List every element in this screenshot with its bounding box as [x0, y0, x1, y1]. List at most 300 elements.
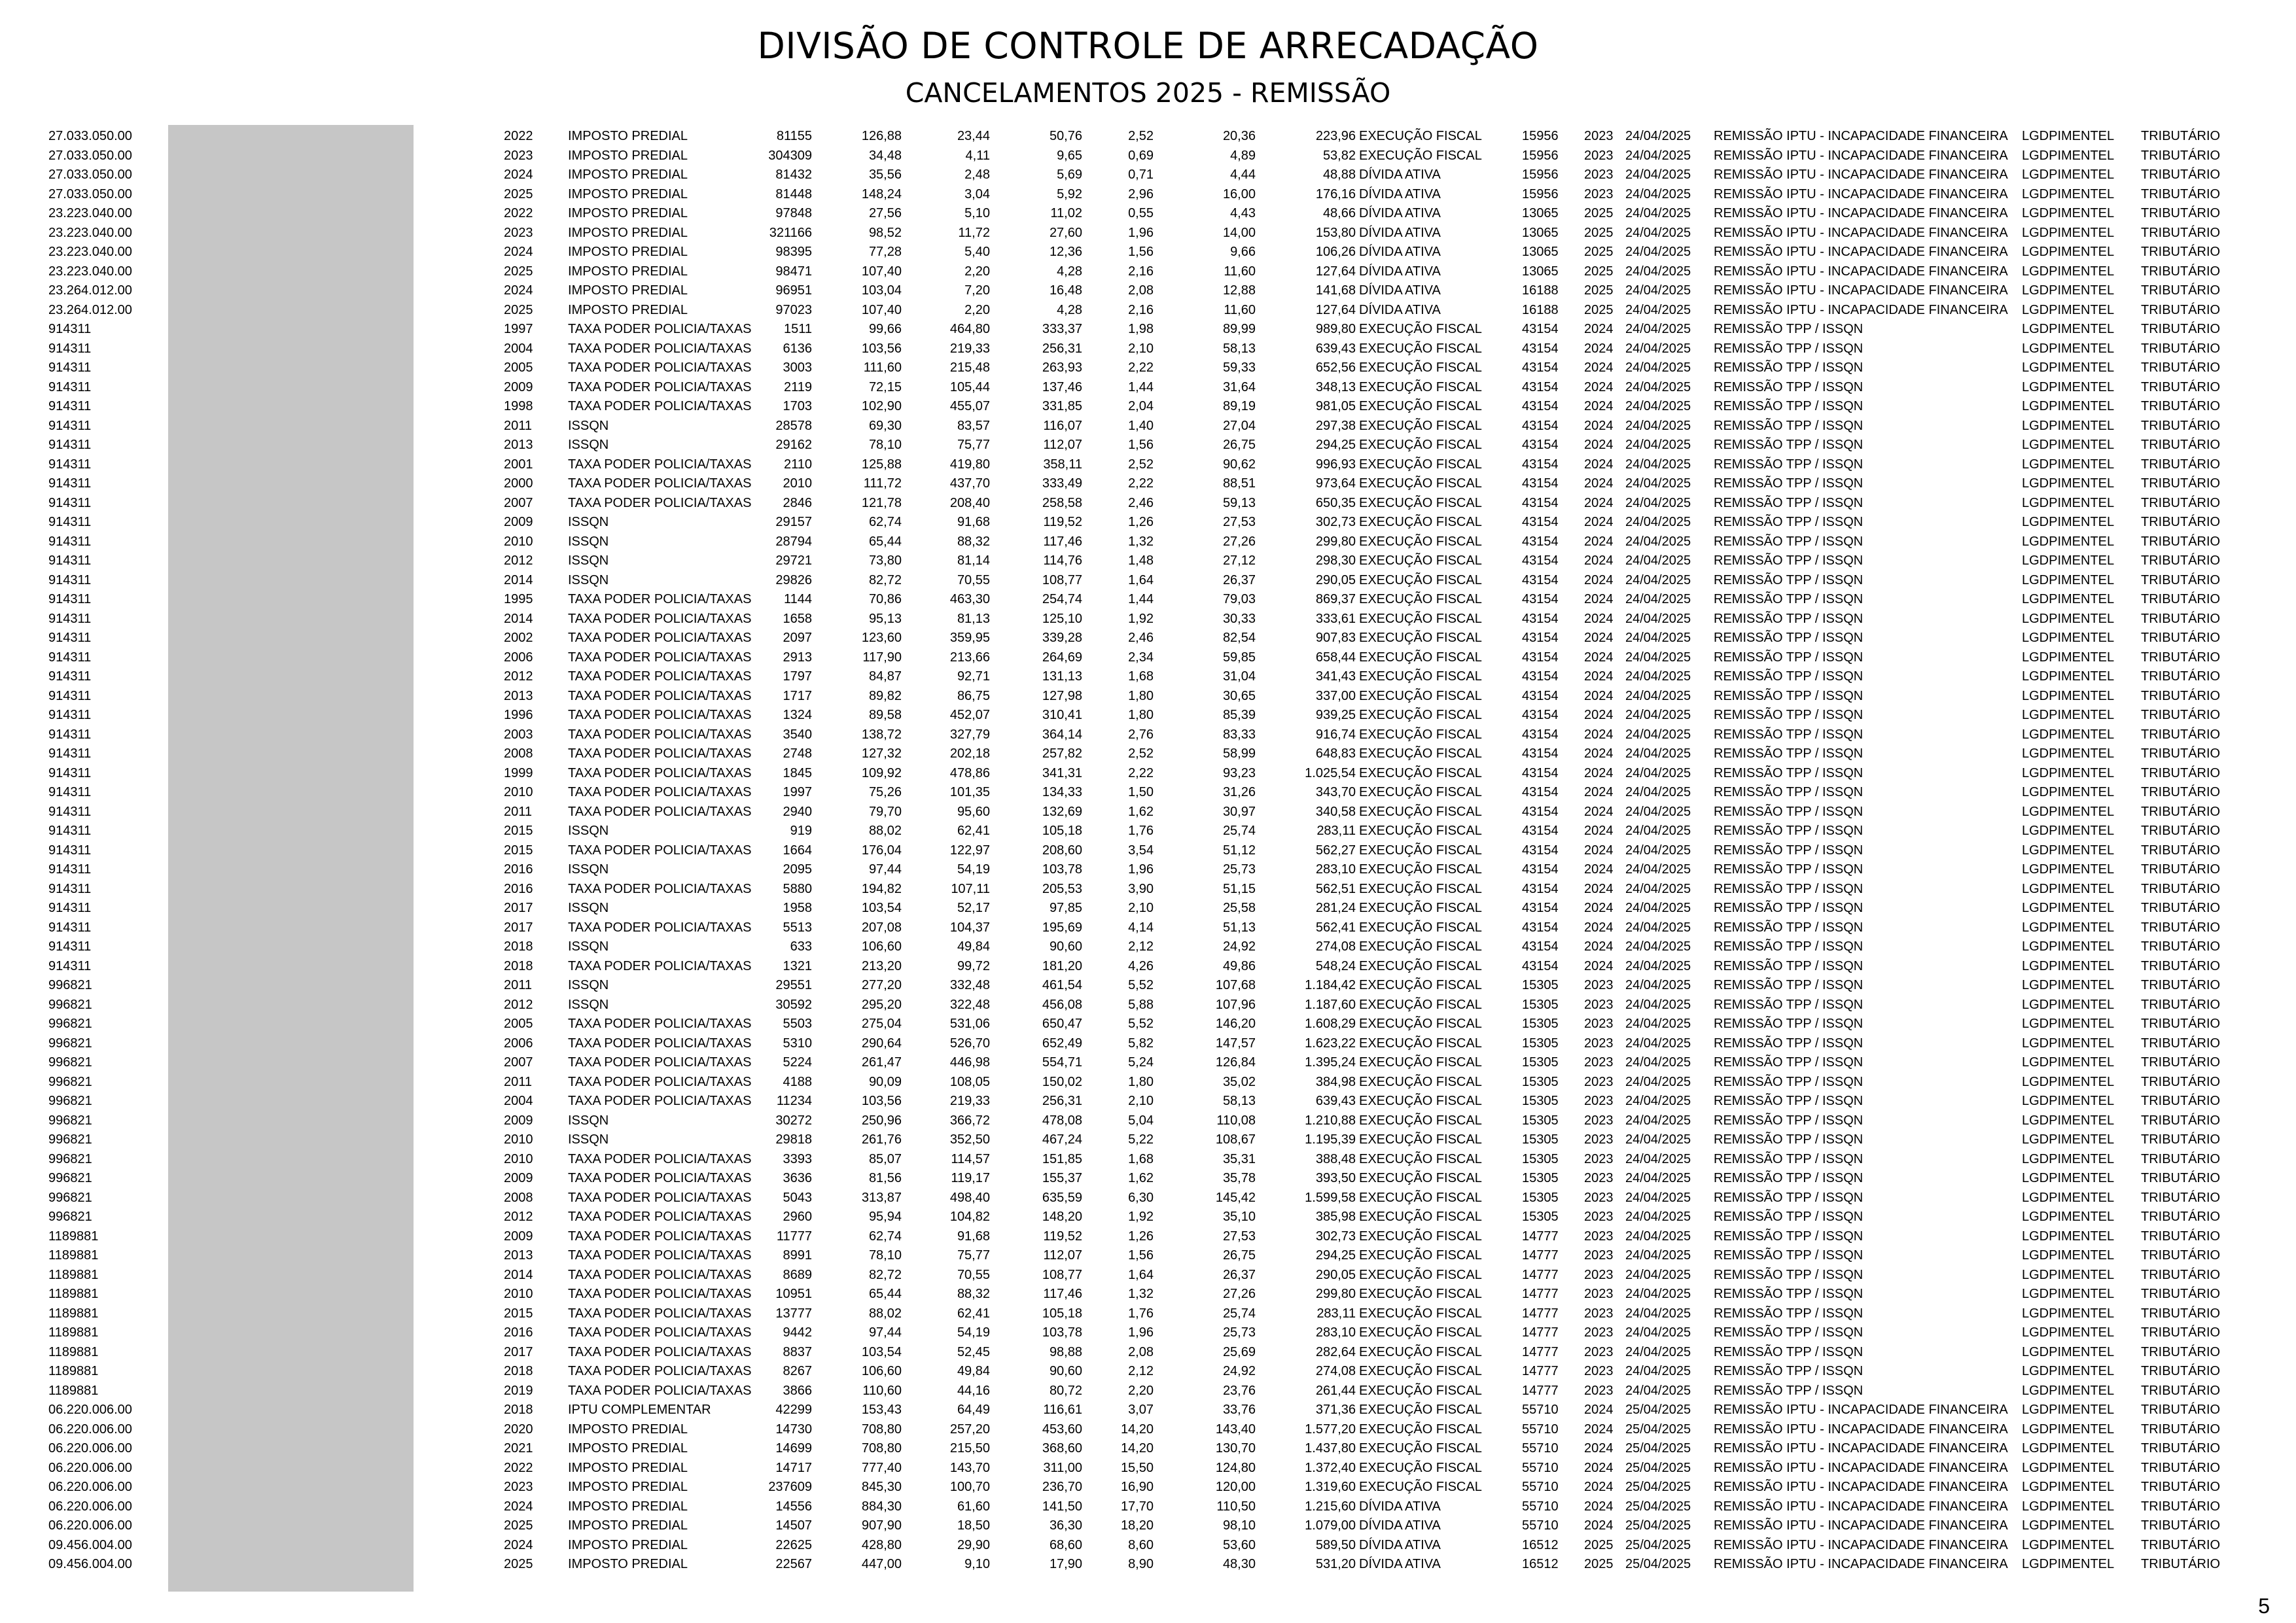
cell-process-year: 2024	[1584, 843, 1614, 858]
cell-debt-status: EXECUÇÃO FISCAL	[1359, 495, 1482, 510]
cell-process-number: 43154	[1522, 785, 1559, 799]
cell-fine-value: 7,20	[964, 283, 990, 298]
cell-principal-value: 72,15	[868, 379, 902, 394]
cell-interest-value: 333,49	[1042, 476, 1082, 491]
cell-tax-type: TAXA PODER POLICIA/TAXAS	[568, 1267, 752, 1282]
cell-process-year: 2023	[1584, 1248, 1614, 1263]
cell-department: TRIBUTÁRIO	[2141, 1325, 2221, 1340]
cell-registration-id: 996821	[48, 1132, 92, 1147]
cell-fee-value: 11,60	[1224, 302, 1256, 317]
table-row	[0, 648, 2296, 668]
cell-remission-reason: REMISSÃO TPP / ISSQN	[1714, 1151, 1863, 1166]
cell-total-value: 283,11	[1316, 1306, 1356, 1321]
cell-principal-value: 275,04	[861, 1017, 902, 1031]
table-row	[0, 1034, 2296, 1054]
cell-correction-value: 1,62	[1128, 804, 1154, 819]
cell-process-number: 43154	[1522, 765, 1559, 780]
cell-interest-value: 4,28	[1057, 302, 1082, 317]
table-row	[0, 899, 2296, 918]
cell-exercise-year: 2010	[504, 1132, 533, 1147]
cell-interest-value: 105,18	[1042, 824, 1082, 838]
cell-principal-value: 708,80	[861, 1441, 902, 1456]
cell-process-number: 43154	[1522, 399, 1559, 413]
cell-process-year: 2024	[1584, 438, 1614, 452]
cell-correction-value: 8,60	[1128, 1537, 1154, 1552]
cell-tax-type: TAXA PODER POLICIA/TAXAS	[568, 631, 752, 645]
cell-tax-type: TAXA PODER POLICIA/TAXAS	[568, 1171, 752, 1185]
cell-interest-value: 27,60	[1049, 225, 1082, 240]
cell-correction-value: 1,64	[1128, 572, 1154, 587]
cell-exercise-year: 2004	[504, 1094, 533, 1108]
cell-interest-value: 339,28	[1042, 631, 1082, 645]
cell-remission-reason: REMISSÃO TPP / ISSQN	[1714, 379, 1863, 394]
cell-registration-id: 23.223.040.00	[48, 245, 132, 259]
table-row	[0, 1401, 2296, 1420]
table-row	[0, 571, 2296, 591]
cell-registration-id: 914311	[48, 322, 92, 336]
cell-fee-value: 9,66	[1230, 245, 1256, 259]
cell-debt-status: DÍVIDA ATIVA	[1359, 302, 1441, 317]
cell-cancellation-date: 24/04/2025	[1625, 438, 1691, 452]
cell-total-value: 348,13	[1315, 379, 1356, 394]
cell-operator-user: LGDPIMENTEL	[2022, 804, 2115, 819]
cell-process-year: 2024	[1584, 804, 1614, 819]
cell-cancellation-date: 24/04/2025	[1625, 1171, 1691, 1185]
cell-principal-value: 88,02	[868, 824, 902, 838]
cell-tax-type: TAXA PODER POLICIA/TAXAS	[568, 1229, 752, 1244]
cell-exercise-year: 1995	[504, 592, 533, 606]
cell-remission-reason: REMISSÃO TPP / ISSQN	[1714, 1248, 1863, 1263]
cell-tax-type: TAXA PODER POLICIA/TAXAS	[568, 958, 752, 973]
cell-debt-status: EXECUÇÃO FISCAL	[1359, 1480, 1482, 1494]
cell-process-year: 2024	[1584, 418, 1614, 433]
cell-debt-status: EXECUÇÃO FISCAL	[1359, 611, 1482, 626]
cell-operator-user: LGDPIMENTEL	[2022, 1055, 2115, 1070]
cell-correction-value: 2,04	[1128, 399, 1154, 413]
cell-exercise-year: 2017	[504, 920, 533, 935]
cell-debt-status: EXECUÇÃO FISCAL	[1359, 746, 1482, 761]
cell-process-number: 55710	[1522, 1460, 1559, 1475]
cell-correction-value: 1,64	[1128, 1267, 1154, 1282]
cell-total-value: 1.184,42	[1305, 978, 1356, 992]
cell-debt-status: EXECUÇÃO FISCAL	[1359, 785, 1482, 799]
cell-registration-id: 914311	[48, 958, 92, 973]
cell-registration-id: 27.033.050.00	[48, 129, 132, 143]
cell-department: TRIBUTÁRIO	[2141, 515, 2221, 529]
cell-operator-user: LGDPIMENTEL	[2022, 476, 2115, 491]
cell-process-year: 2023	[1584, 1344, 1614, 1359]
cell-principal-value: 78,10	[868, 1248, 902, 1263]
cell-interest-value: 263,93	[1042, 360, 1082, 375]
cell-process-year: 2023	[1584, 1287, 1614, 1301]
cell-debt-status: DÍVIDA ATIVA	[1359, 1518, 1441, 1533]
cell-exercise-year: 2016	[504, 1325, 533, 1340]
cell-total-value: 531,20	[1315, 1557, 1356, 1571]
cell-total-value: 996,93	[1315, 457, 1356, 472]
cell-exercise-year: 2003	[504, 727, 533, 742]
cell-correction-value: 2,52	[1128, 457, 1154, 472]
cell-fee-value: 82,54	[1222, 631, 1256, 645]
cell-department: TRIBUTÁRIO	[2141, 862, 2221, 877]
cell-document-number: 29157	[775, 515, 812, 529]
cell-correction-value: 0,71	[1128, 167, 1154, 182]
cell-interest-value: 117,46	[1043, 534, 1082, 549]
table-row	[0, 320, 2296, 340]
cell-interest-value: 90,60	[1049, 939, 1082, 954]
cell-correction-value: 5,04	[1128, 1113, 1154, 1128]
cell-registration-id: 1189881	[48, 1344, 99, 1359]
cell-debt-status: DÍVIDA ATIVA	[1359, 283, 1441, 298]
cell-debt-status: EXECUÇÃO FISCAL	[1359, 1210, 1482, 1224]
cell-department: TRIBUTÁRIO	[2141, 283, 2221, 298]
cell-document-number: 8837	[783, 1344, 812, 1359]
cell-fine-value: 531,06	[949, 1017, 990, 1031]
cell-remission-reason: REMISSÃO TPP / ISSQN	[1714, 1383, 1863, 1398]
cell-document-number: 14717	[775, 1460, 812, 1475]
cell-registration-id: 914311	[48, 939, 92, 954]
cell-registration-id: 06.220.006.00	[48, 1499, 132, 1514]
cell-registration-id: 914311	[48, 727, 92, 742]
cell-exercise-year: 2018	[504, 958, 533, 973]
cell-cancellation-date: 24/04/2025	[1625, 1074, 1691, 1089]
cell-fine-value: 322,48	[949, 997, 990, 1012]
cell-operator-user: LGDPIMENTEL	[2022, 418, 2115, 433]
cell-correction-value: 1,44	[1128, 592, 1154, 606]
cell-process-year: 2025	[1584, 1537, 1614, 1552]
cell-cancellation-date: 24/04/2025	[1625, 785, 1691, 799]
cell-process-number: 43154	[1522, 708, 1559, 722]
cell-exercise-year: 2015	[504, 824, 533, 838]
cell-principal-value: 103,54	[861, 1344, 902, 1359]
cell-document-number: 30272	[775, 1113, 812, 1128]
cell-process-number: 55710	[1522, 1441, 1559, 1456]
cell-correction-value: 1,76	[1128, 1306, 1154, 1321]
cell-fee-value: 110,50	[1216, 1499, 1256, 1514]
cell-process-year: 2024	[1584, 746, 1614, 761]
cell-debt-status: EXECUÇÃO FISCAL	[1359, 920, 1482, 935]
cell-remission-reason: REMISSÃO TPP / ISSQN	[1714, 843, 1863, 858]
cell-fee-value: 59,33	[1222, 360, 1256, 375]
cell-registration-id: 1189881	[48, 1267, 99, 1282]
cell-department: TRIBUTÁRIO	[2141, 1287, 2221, 1301]
cell-registration-id: 27.033.050.00	[48, 148, 132, 163]
cell-process-year: 2025	[1584, 206, 1614, 220]
cell-debt-status: EXECUÇÃO FISCAL	[1359, 399, 1482, 413]
cell-cancellation-date: 24/04/2025	[1625, 341, 1691, 356]
cell-document-number: 14730	[775, 1422, 812, 1437]
cell-debt-status: EXECUÇÃO FISCAL	[1359, 978, 1482, 992]
cell-remission-reason: REMISSÃO IPTU - INCAPACIDADE FINANCEIRA	[1714, 283, 2008, 298]
cell-total-value: 294,25	[1315, 1248, 1356, 1263]
cell-department: TRIBUTÁRIO	[2141, 534, 2221, 549]
cell-process-year: 2023	[1584, 1151, 1614, 1166]
cell-correction-value: 2,16	[1128, 264, 1154, 279]
table-row	[0, 1208, 2296, 1227]
cell-tax-type: IMPOSTO PREDIAL	[568, 129, 688, 143]
cell-process-year: 2023	[1584, 129, 1614, 143]
cell-debt-status: EXECUÇÃO FISCAL	[1359, 572, 1482, 587]
cell-total-value: 658,44	[1315, 650, 1356, 665]
cell-fine-value: 215,48	[949, 360, 990, 375]
cell-interest-value: 358,11	[1043, 457, 1082, 472]
cell-fee-value: 53,60	[1222, 1537, 1256, 1552]
cell-principal-value: 121,78	[861, 495, 902, 510]
cell-document-number: 1958	[783, 901, 812, 915]
cell-process-year: 2024	[1584, 1422, 1614, 1437]
cell-operator-user: LGDPIMENTEL	[2022, 727, 2115, 742]
cell-debt-status: EXECUÇÃO FISCAL	[1359, 669, 1482, 684]
cell-operator-user: LGDPIMENTEL	[2022, 746, 2115, 761]
cell-department: TRIBUTÁRIO	[2141, 592, 2221, 606]
cell-debt-status: EXECUÇÃO FISCAL	[1359, 129, 1482, 143]
cell-process-number: 15305	[1522, 1017, 1559, 1031]
cell-process-number: 55710	[1522, 1480, 1559, 1494]
cell-process-year: 2023	[1584, 1210, 1614, 1224]
cell-principal-value: 428,80	[861, 1537, 902, 1552]
cell-correction-value: 1,32	[1128, 1287, 1154, 1301]
cell-principal-value: 107,40	[861, 264, 902, 279]
cell-remission-reason: REMISSÃO TPP / ISSQN	[1714, 1074, 1863, 1089]
cell-remission-reason: REMISSÃO TPP / ISSQN	[1714, 438, 1863, 452]
cell-debt-status: EXECUÇÃO FISCAL	[1359, 765, 1482, 780]
cell-cancellation-date: 24/04/2025	[1625, 592, 1691, 606]
cell-operator-user: LGDPIMENTEL	[2022, 1267, 2115, 1282]
cell-document-number: 29721	[775, 553, 812, 568]
cell-registration-id: 996821	[48, 1113, 92, 1128]
cell-process-number: 16188	[1522, 302, 1559, 317]
cell-registration-id: 914311	[48, 379, 92, 394]
cell-cancellation-date: 24/04/2025	[1625, 862, 1691, 877]
cell-fine-value: 75,77	[957, 438, 990, 452]
cell-exercise-year: 2008	[504, 746, 533, 761]
cell-process-year: 2023	[1584, 1074, 1614, 1089]
cell-debt-status: EXECUÇÃO FISCAL	[1359, 457, 1482, 472]
cell-total-value: 939,25	[1315, 708, 1356, 722]
cell-document-number: 237609	[768, 1480, 812, 1494]
cell-principal-value: 97,44	[868, 1325, 902, 1340]
cell-fee-value: 4,44	[1230, 167, 1256, 182]
table-row	[0, 397, 2296, 417]
cell-interest-value: 80,72	[1049, 1383, 1082, 1398]
cell-cancellation-date: 24/04/2025	[1625, 997, 1691, 1012]
cell-remission-reason: REMISSÃO IPTU - INCAPACIDADE FINANCEIRA	[1714, 186, 2008, 201]
cell-operator-user: LGDPIMENTEL	[2022, 379, 2115, 394]
cell-registration-id: 914311	[48, 360, 92, 375]
cell-remission-reason: REMISSÃO TPP / ISSQN	[1714, 1267, 1863, 1282]
cell-remission-reason: REMISSÃO TPP / ISSQN	[1714, 901, 1863, 915]
cell-tax-type: IMPOSTO PREDIAL	[568, 264, 688, 279]
table-row	[0, 436, 2296, 455]
cell-tax-type: TAXA PODER POLICIA/TAXAS	[568, 804, 752, 819]
cell-fee-value: 108,67	[1215, 1132, 1256, 1147]
cell-total-value: 297,38	[1315, 418, 1356, 433]
cell-remission-reason: REMISSÃO IPTU - INCAPACIDADE FINANCEIRA	[1714, 1537, 2008, 1552]
cell-process-number: 43154	[1522, 322, 1559, 336]
cell-department: TRIBUTÁRIO	[2141, 1499, 2221, 1514]
cell-exercise-year: 2007	[504, 495, 533, 510]
cell-document-number: 321166	[769, 225, 812, 240]
page-number: 5	[2258, 1594, 2270, 1618]
cell-correction-value: 0,55	[1128, 206, 1154, 220]
cell-remission-reason: REMISSÃO TPP / ISSQN	[1714, 553, 1863, 568]
cell-tax-type: TAXA PODER POLICIA/TAXAS	[568, 727, 752, 742]
cell-exercise-year: 2025	[504, 302, 533, 317]
cell-registration-id: 06.220.006.00	[48, 1480, 132, 1494]
cell-registration-id: 914311	[48, 611, 92, 626]
table-row	[0, 1478, 2296, 1497]
cell-process-year: 2023	[1584, 1055, 1614, 1070]
cell-department: TRIBUTÁRIO	[2141, 1151, 2221, 1166]
cell-fee-value: 126,84	[1215, 1055, 1256, 1070]
cell-document-number: 2846	[783, 495, 812, 510]
cell-registration-id: 06.220.006.00	[48, 1441, 132, 1456]
cell-total-value: 153,80	[1315, 225, 1356, 240]
cell-total-value: 981,05	[1315, 399, 1356, 413]
cell-document-number: 1664	[783, 843, 812, 858]
cell-operator-user: LGDPIMENTEL	[2022, 669, 2115, 684]
cell-document-number: 5310	[783, 1036, 812, 1051]
cell-remission-reason: REMISSÃO TPP / ISSQN	[1714, 341, 1863, 356]
cell-interest-value: 68,60	[1049, 1537, 1082, 1552]
cell-total-value: 869,37	[1315, 592, 1356, 606]
cell-correction-value: 2,96	[1128, 186, 1154, 201]
table-row	[0, 1497, 2296, 1517]
cell-fee-value: 51,13	[1222, 920, 1256, 935]
cell-cancellation-date: 24/04/2025	[1625, 765, 1691, 780]
cell-fee-value: 89,19	[1222, 399, 1256, 413]
cell-total-value: 282,64	[1315, 1344, 1356, 1359]
cell-total-value: 562,41	[1315, 920, 1356, 935]
cell-total-value: 1.599,58	[1305, 1190, 1356, 1205]
cell-exercise-year: 2025	[504, 1518, 533, 1533]
cell-exercise-year: 1997	[504, 322, 533, 336]
table-row	[0, 262, 2296, 282]
cell-cancellation-date: 24/04/2025	[1625, 129, 1691, 143]
cell-remission-reason: REMISSÃO TPP / ISSQN	[1714, 592, 1863, 606]
cell-total-value: 393,50	[1315, 1171, 1356, 1185]
cell-department: TRIBUTÁRIO	[2141, 978, 2221, 992]
table-row	[0, 1246, 2296, 1266]
cell-operator-user: LGDPIMENTEL	[2022, 148, 2115, 163]
cell-operator-user: LGDPIMENTEL	[2022, 1017, 2115, 1031]
cell-document-number: 1997	[783, 785, 812, 799]
cell-interest-value: 137,46	[1042, 379, 1082, 394]
cell-process-year: 2023	[1584, 978, 1614, 992]
cell-exercise-year: 2009	[504, 1171, 533, 1185]
cell-operator-user: LGDPIMENTEL	[2022, 1518, 2115, 1533]
cell-fine-value: 2,48	[964, 167, 990, 182]
cell-exercise-year: 2011	[504, 418, 533, 433]
cell-debt-status: EXECUÇÃO FISCAL	[1359, 1132, 1482, 1147]
cell-total-value: 589,50	[1315, 1537, 1356, 1552]
cell-interest-value: 310,41	[1042, 708, 1082, 722]
cell-process-year: 2024	[1584, 708, 1614, 722]
cell-exercise-year: 1999	[504, 765, 533, 780]
cell-document-number: 5503	[783, 1017, 812, 1031]
cell-registration-id: 1189881	[48, 1306, 99, 1321]
table-row	[0, 513, 2296, 532]
cell-registration-id: 996821	[48, 978, 92, 992]
cell-fine-value: 498,40	[949, 1190, 990, 1205]
cell-debt-status: EXECUÇÃO FISCAL	[1359, 708, 1482, 722]
cell-cancellation-date: 24/04/2025	[1625, 1383, 1691, 1398]
cell-fine-value: 83,57	[957, 418, 990, 433]
cell-department: TRIBUTÁRIO	[2141, 129, 2221, 143]
cell-total-value: 639,43	[1315, 1094, 1356, 1108]
cell-tax-type: IPTU COMPLEMENTAR	[568, 1403, 711, 1417]
cell-fee-value: 23,76	[1222, 1383, 1256, 1398]
cell-operator-user: LGDPIMENTEL	[2022, 1074, 2115, 1089]
cell-interest-value: 148,20	[1042, 1210, 1082, 1224]
cell-tax-type: IMPOSTO PREDIAL	[568, 225, 688, 240]
cell-fine-value: 11,72	[958, 225, 990, 240]
cell-document-number: 4188	[783, 1074, 812, 1089]
cell-interest-value: 4,28	[1057, 264, 1082, 279]
cell-interest-value: 116,61	[1043, 1403, 1082, 1417]
cell-cancellation-date: 24/04/2025	[1625, 1151, 1691, 1166]
cell-cancellation-date: 24/04/2025	[1625, 650, 1691, 665]
table-row	[0, 1266, 2296, 1285]
cell-document-number: 1144	[783, 592, 812, 606]
cell-correction-value: 2,10	[1128, 341, 1154, 356]
cell-department: TRIBUTÁRIO	[2141, 553, 2221, 568]
cell-tax-type: TAXA PODER POLICIA/TAXAS	[568, 399, 752, 413]
cell-debt-status: EXECUÇÃO FISCAL	[1359, 534, 1482, 549]
cell-fine-value: 359,95	[949, 631, 990, 645]
cell-tax-type: TAXA PODER POLICIA/TAXAS	[568, 843, 752, 858]
cell-remission-reason: REMISSÃO TPP / ISSQN	[1714, 418, 1863, 433]
cell-total-value: 562,27	[1315, 843, 1356, 858]
table-row	[0, 1111, 2296, 1131]
cell-interest-value: 453,60	[1042, 1422, 1082, 1437]
cell-cancellation-date: 24/04/2025	[1625, 379, 1691, 394]
cell-tax-type: ISSQN	[568, 978, 609, 992]
cell-tax-type: TAXA PODER POLICIA/TAXAS	[568, 1325, 752, 1340]
cell-document-number: 29826	[775, 572, 812, 587]
cell-principal-value: 75,26	[868, 785, 902, 799]
cell-department: TRIBUTÁRIO	[2141, 572, 2221, 587]
cell-total-value: 343,70	[1315, 785, 1356, 799]
cell-department: TRIBUTÁRIO	[2141, 1132, 2221, 1147]
cell-interest-value: 108,77	[1042, 572, 1082, 587]
cell-department: TRIBUTÁRIO	[2141, 1422, 2221, 1437]
cell-operator-user: LGDPIMENTEL	[2022, 1248, 2115, 1263]
cell-process-number: 43154	[1522, 804, 1559, 819]
cell-operator-user: LGDPIMENTEL	[2022, 302, 2115, 317]
cell-document-number: 96951	[775, 283, 812, 298]
cell-operator-user: LGDPIMENTEL	[2022, 785, 2115, 799]
cell-fine-value: 81,13	[957, 611, 990, 626]
cell-debt-status: EXECUÇÃO FISCAL	[1359, 1113, 1482, 1128]
cell-document-number: 97848	[775, 206, 812, 220]
cell-interest-value: 105,18	[1042, 1306, 1082, 1321]
cell-tax-type: TAXA PODER POLICIA/TAXAS	[568, 1364, 752, 1378]
cell-department: TRIBUTÁRIO	[2141, 1460, 2221, 1475]
cell-interest-value: 17,90	[1049, 1557, 1082, 1571]
cell-tax-type: TAXA PODER POLICIA/TAXAS	[568, 708, 752, 722]
cell-cancellation-date: 24/04/2025	[1625, 1190, 1691, 1205]
cell-cancellation-date: 24/04/2025	[1625, 418, 1691, 433]
cell-remission-reason: REMISSÃO IPTU - INCAPACIDADE FINANCEIRA	[1714, 264, 2008, 279]
cell-operator-user: LGDPIMENTEL	[2022, 1287, 2115, 1301]
cell-remission-reason: REMISSÃO IPTU - INCAPACIDADE FINANCEIRA	[1714, 302, 2008, 317]
cell-registration-id: 09.456.004.00	[48, 1537, 132, 1552]
cell-process-number: 43154	[1522, 881, 1559, 896]
cell-process-number: 15956	[1522, 148, 1559, 163]
cell-exercise-year: 2023	[504, 1480, 533, 1494]
cell-tax-type: TAXA PODER POLICIA/TAXAS	[568, 457, 752, 472]
cell-process-year: 2024	[1584, 534, 1614, 549]
